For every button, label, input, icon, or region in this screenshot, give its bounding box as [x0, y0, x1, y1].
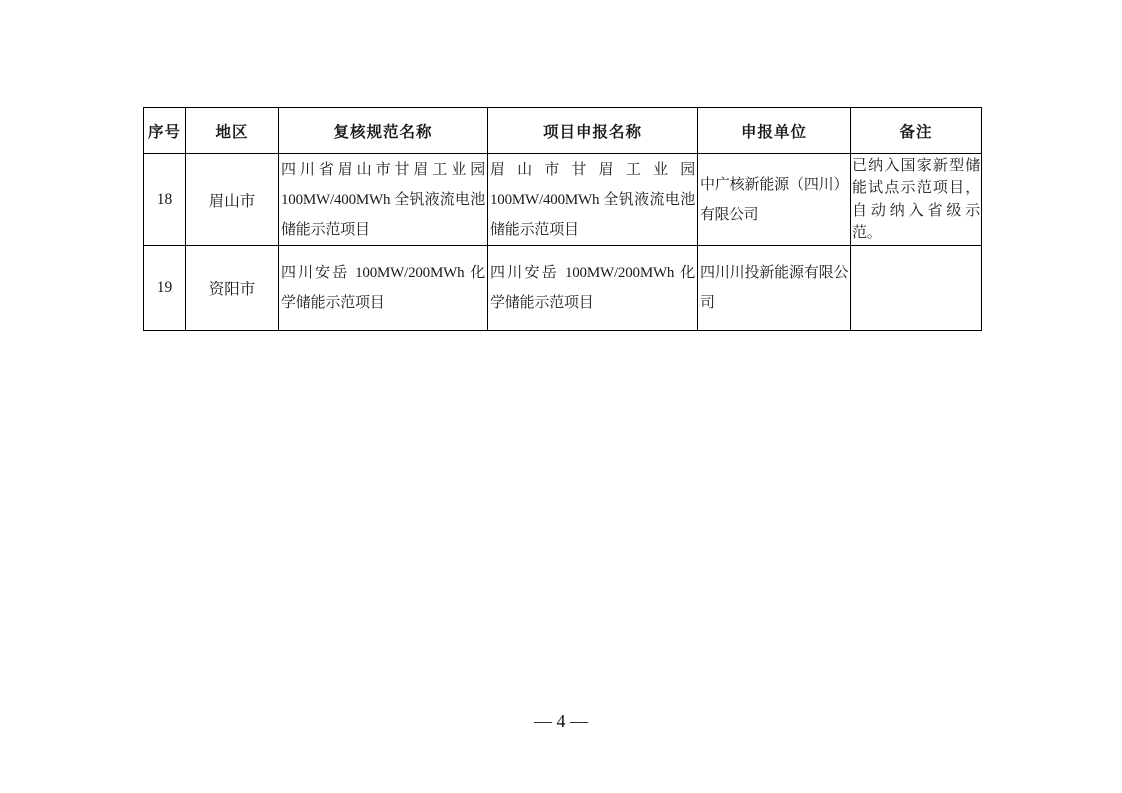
header-seq: 序号 — [144, 108, 186, 154]
cell-seq: 18 — [144, 154, 186, 246]
header-applicant: 申报单位 — [698, 108, 851, 154]
cell-review-name: 四川省眉山市甘眉工业园100MW/400MWh 全钒液流电池储能示范项目 — [279, 154, 488, 246]
cell-applicant: 四川川投新能源有限公司 — [698, 246, 851, 331]
header-review-name: 复核规范名称 — [279, 108, 488, 154]
header-region: 地区 — [186, 108, 279, 154]
cell-seq: 19 — [144, 246, 186, 331]
cell-remark — [851, 246, 982, 331]
table-row — [144, 246, 982, 331]
cell-applicant: 中广核新能源（四川）有限公司 — [698, 154, 851, 246]
header-declared-name: 项目申报名称 — [488, 108, 698, 154]
table-header-row — [144, 108, 982, 154]
cell-declared-name: 眉山市甘眉工业园 100MW/400MWh 全钒液流电池储能示范项目 — [488, 154, 698, 246]
header-remark: 备注 — [851, 108, 982, 154]
cell-remark: 已纳入国家新型储能试点示范项目，自动纳入省级示范。 — [851, 154, 982, 246]
cell-region: 资阳市 — [186, 246, 279, 331]
cell-region: 眉山市 — [186, 154, 279, 246]
cell-declared-name: 四川安岳 100MW/200MWh 化学储能示范项目 — [488, 246, 698, 331]
cell-review-name: 四川安岳 100MW/200MWh 化学储能示范项目 — [279, 246, 488, 331]
project-table — [143, 107, 982, 331]
page-number: — 4 — — [534, 711, 588, 731]
table-row — [144, 154, 982, 246]
